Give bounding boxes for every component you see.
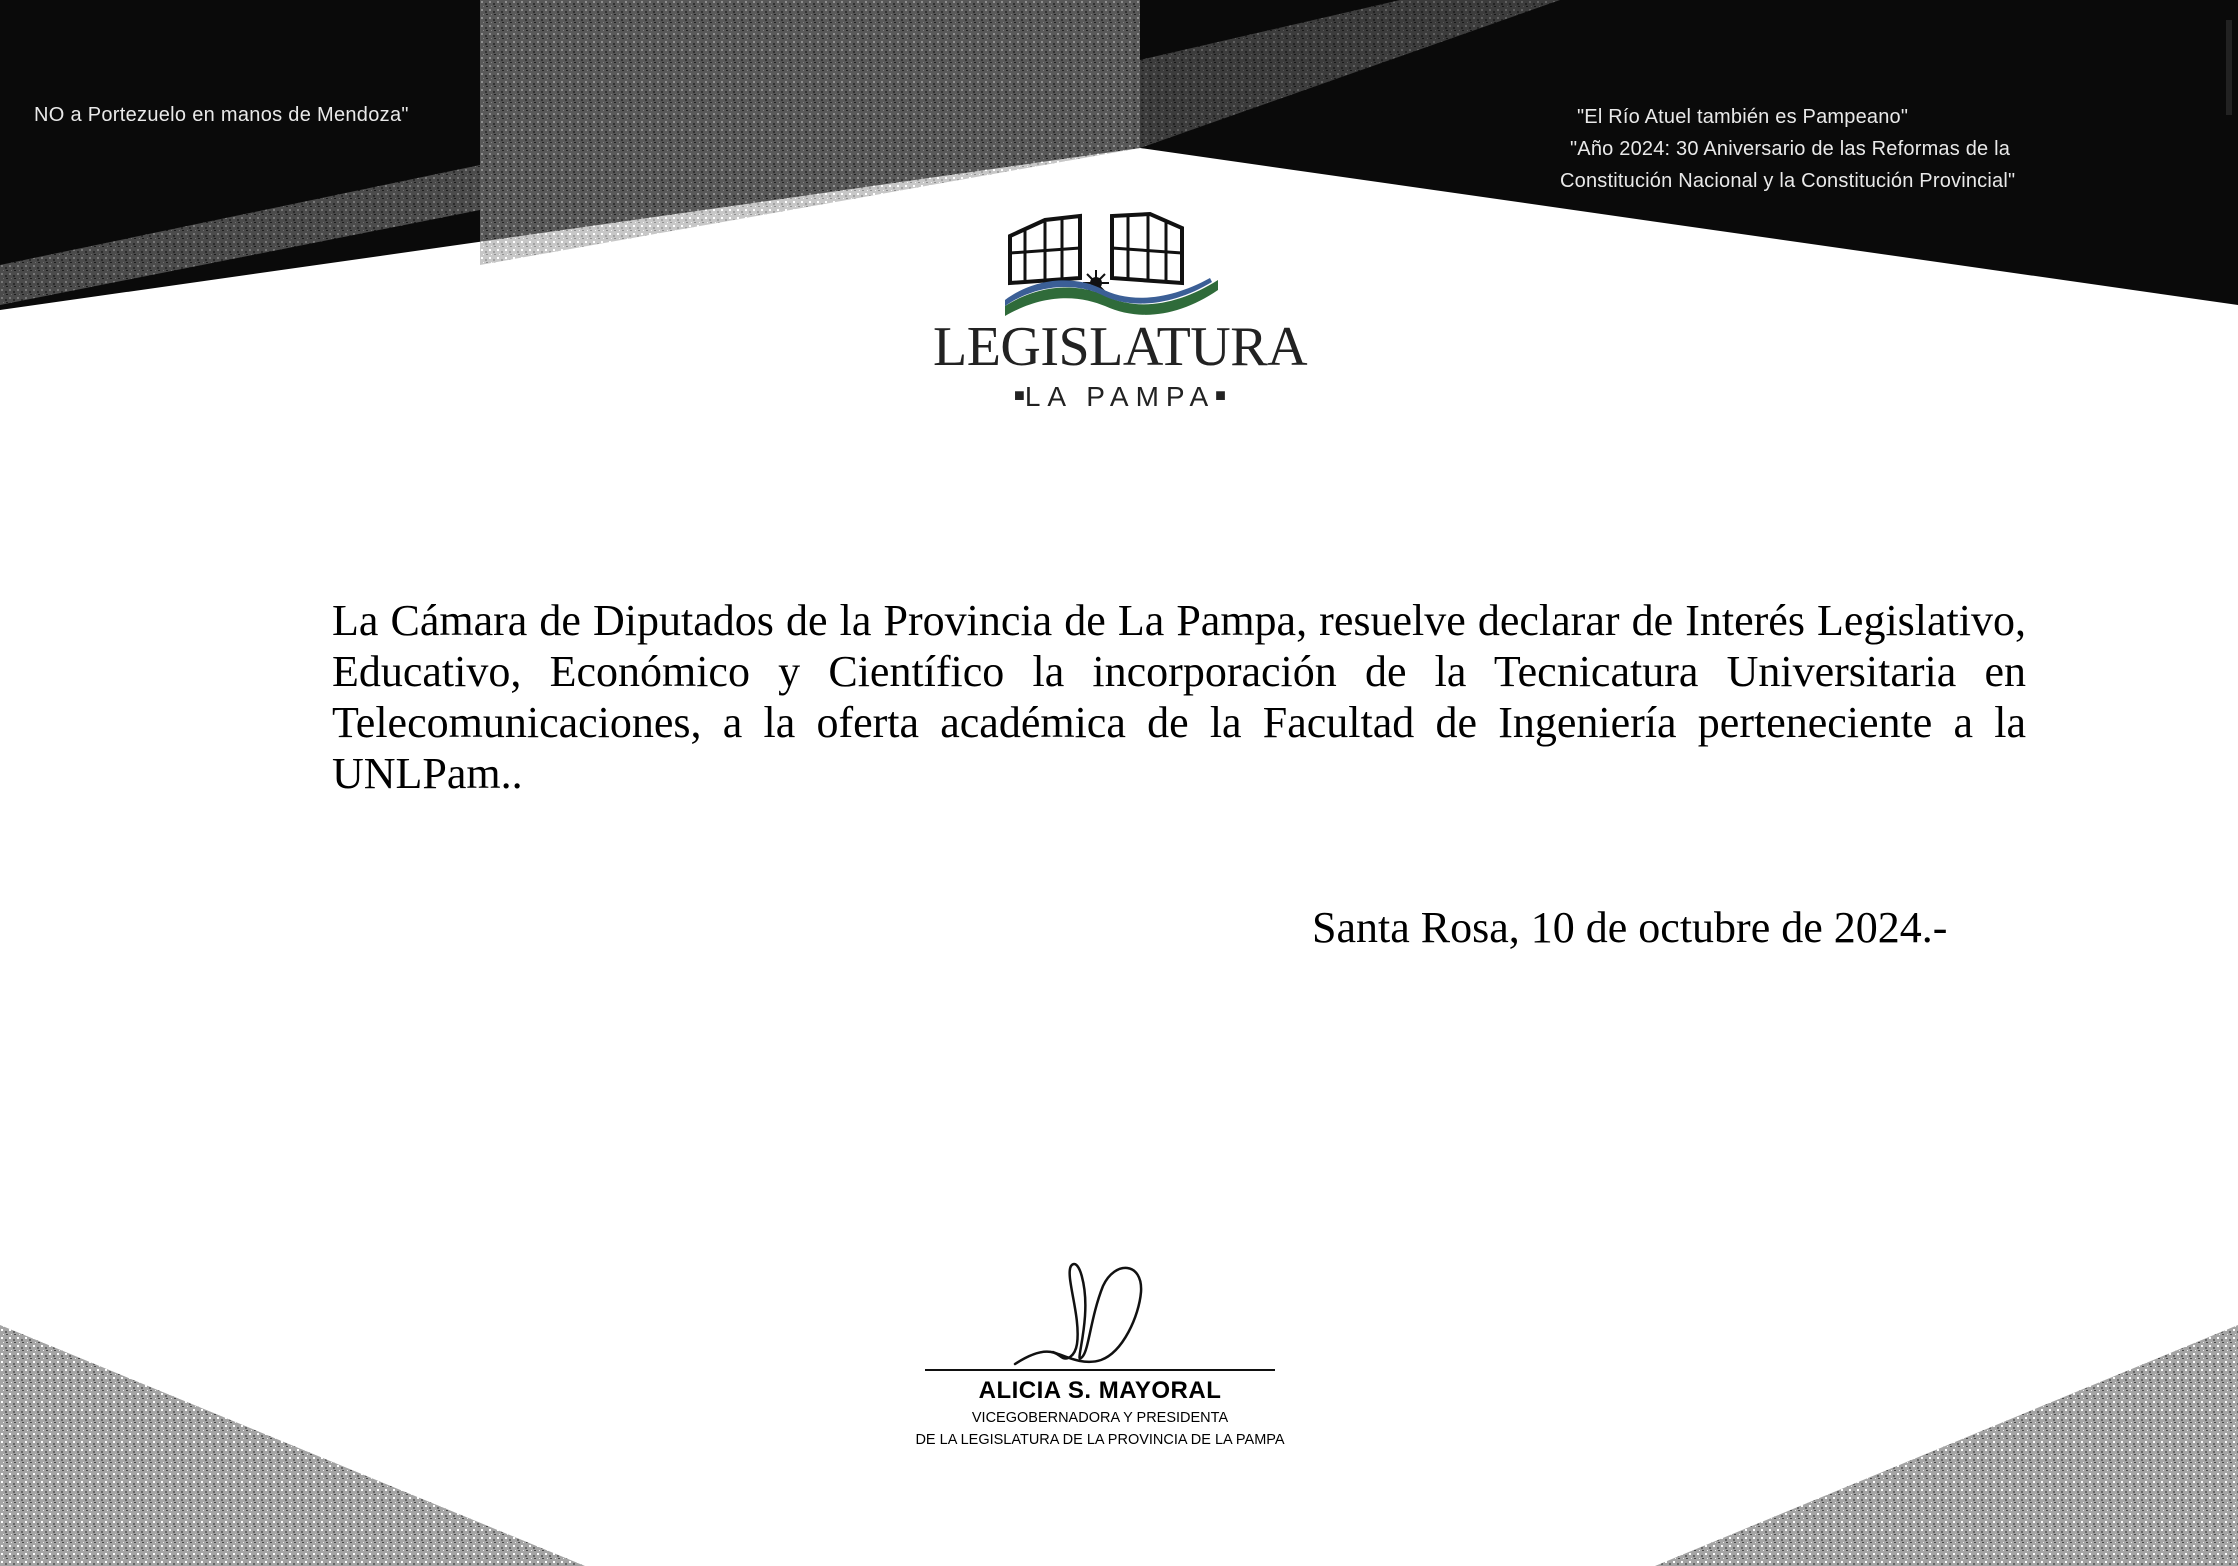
- signature-line: [925, 1369, 1275, 1371]
- corner-bottom-left: [0, 1325, 585, 1566]
- header-motto-line: "El Río Atuel también es Pampeano": [1577, 106, 1909, 128]
- logo-subtitle-text: LA PAMPA: [1024, 381, 1216, 412]
- legislature-building-logo: [1000, 208, 1220, 324]
- header-motto-left: NO a Portezuelo en manos de Mendoza": [34, 104, 409, 126]
- resolution-text: La Cámara de Diputados de la Provincia de La Pampa, resuelve declarar de Interés Legislativo, Educativo, Económico y Científico la incorporación de la Tecnicatura Universitaria en Telecomunicaciones, a la oferta académica de la Facultad de Ingeniería perteneciente a la UNLPam..: [332, 596, 2026, 798]
- logo-wordmark: LEGISLATURA: [932, 316, 1308, 378]
- logo-dot: ■: [1215, 385, 1227, 405]
- logo-dot: ■: [1013, 385, 1025, 405]
- date-line: Santa Rosa, 10 de octubre de 2024.-: [1312, 903, 1948, 952]
- signatory-institution: DE LA LEGISLATURA DE LA PROVINCIA DE LA PAMPA: [915, 1432, 1285, 1448]
- logo-subtitle: [900, 379, 1340, 413]
- corner-bottom-right: [1655, 1325, 2238, 1566]
- header-motto-right: [1560, 101, 2220, 197]
- signatory-name: ALICIA S. MAYORAL: [978, 1377, 1222, 1404]
- signatory-title: VICEGOBERNADORA Y PRESIDENTA: [971, 1410, 1229, 1426]
- handwritten-signature: [1005, 1256, 1165, 1376]
- header-motto-line: "Año 2024: 30 Aniversario de las Reformas de la: [1570, 138, 2011, 160]
- header-motto-line: Constitución Nacional y la Constitución Provincial": [1560, 170, 2016, 192]
